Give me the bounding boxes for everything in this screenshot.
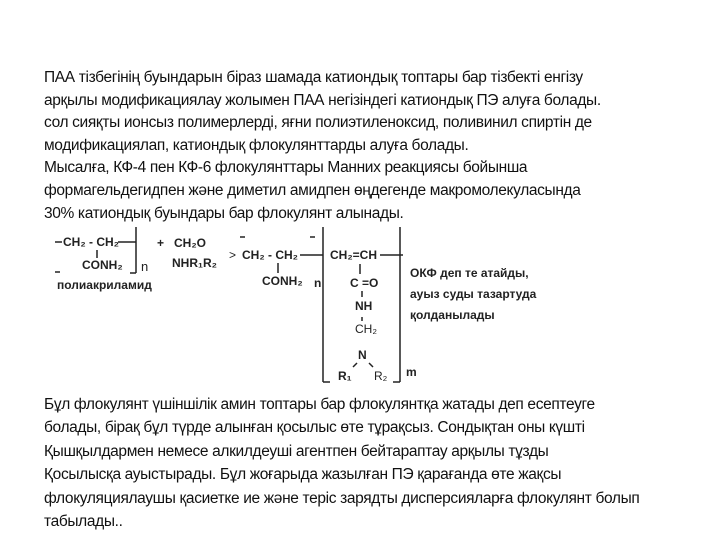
- text-line: ПАА тізбегінің буындарын біраз шамада катиондық топтары бар тізбекті енгізу: [44, 69, 583, 86]
- text-line: модификациялап, катиондық флокулянттарды алуға болады.: [44, 136, 469, 154]
- unit2-vinyl: CH₂=CH: [330, 248, 378, 262]
- unit2-ch2: CH₂: [355, 322, 377, 336]
- text-line: Бұл флокулянт үшіншілік амин топтары бар флокулянтқа жатады деп есептеуге: [44, 396, 595, 413]
- product-side-group: CONH₂: [262, 274, 303, 288]
- product-chain: CH₂ - CH₂: [242, 248, 298, 262]
- text-line: Қосылысқа ауыстырады. Бұл жоғарыда жазылған ПЭ қарағанда өте жақсы: [44, 466, 562, 484]
- product-note: [410, 263, 536, 326]
- note-line: қолданылады: [410, 308, 495, 322]
- note-line: ОКФ деп те атайды,: [410, 266, 529, 280]
- unit2-nh: NH: [355, 299, 373, 313]
- text-line: 30% катиондық буындары бар флокулянт алынады.: [44, 204, 404, 222]
- reactant-chain: CH₂ - CH₂: [63, 235, 119, 249]
- reaction-arrow: >: [229, 248, 237, 262]
- r2-label: R₂: [374, 369, 388, 383]
- reagent-formaldehyde: CH₂O: [174, 236, 206, 250]
- text-line: арқылы модификациялау жолымен ПАА негізіндегі катиондық ПЭ алуға болады.: [44, 91, 601, 109]
- reagent-amine: NHR₁R₂: [172, 256, 217, 270]
- text-line: флокуляциялаушы қасиетке ие және теріс зарядты дисперсияларға флокулянт болып: [44, 489, 640, 507]
- text-line: болады, бірақ бұл түрде алынған қосылыс өте тұрақсыз. Сондықтан оны күшті: [44, 419, 585, 437]
- text-line: формагельдегидпен және диметил амидпен өңдегенде макромолекуласында: [44, 181, 581, 199]
- unit2-carbonyl: C =O: [350, 276, 379, 290]
- text-line: сол сияқты ионсыз полимерлерді, яғни полиэтиленоксид, поливинил спиртін де: [44, 114, 592, 132]
- reactant-n: n: [141, 259, 149, 274]
- text-line: Қышқылдармен немесе алкилдеуші агентпен бейтараптау арқылы тұзды: [44, 442, 549, 460]
- unit2-nitrogen: N: [358, 348, 367, 362]
- reactant-name: полиакриламид: [57, 278, 152, 292]
- conclusion-paragraph: [44, 393, 639, 533]
- note-line: ауыз суды тазартуда: [410, 287, 537, 301]
- product-m: m: [406, 365, 417, 379]
- r1-label: R₁: [338, 369, 352, 383]
- product-n: n: [314, 276, 322, 290]
- reactant-side-group: CONH₂: [82, 258, 123, 272]
- text-line: Мысалға, КФ-4 пен КФ-6 флокулянттары Манних реакциясы бойынша: [44, 159, 528, 177]
- plus-sign: +: [157, 236, 165, 250]
- text-line: табылады..: [44, 512, 123, 530]
